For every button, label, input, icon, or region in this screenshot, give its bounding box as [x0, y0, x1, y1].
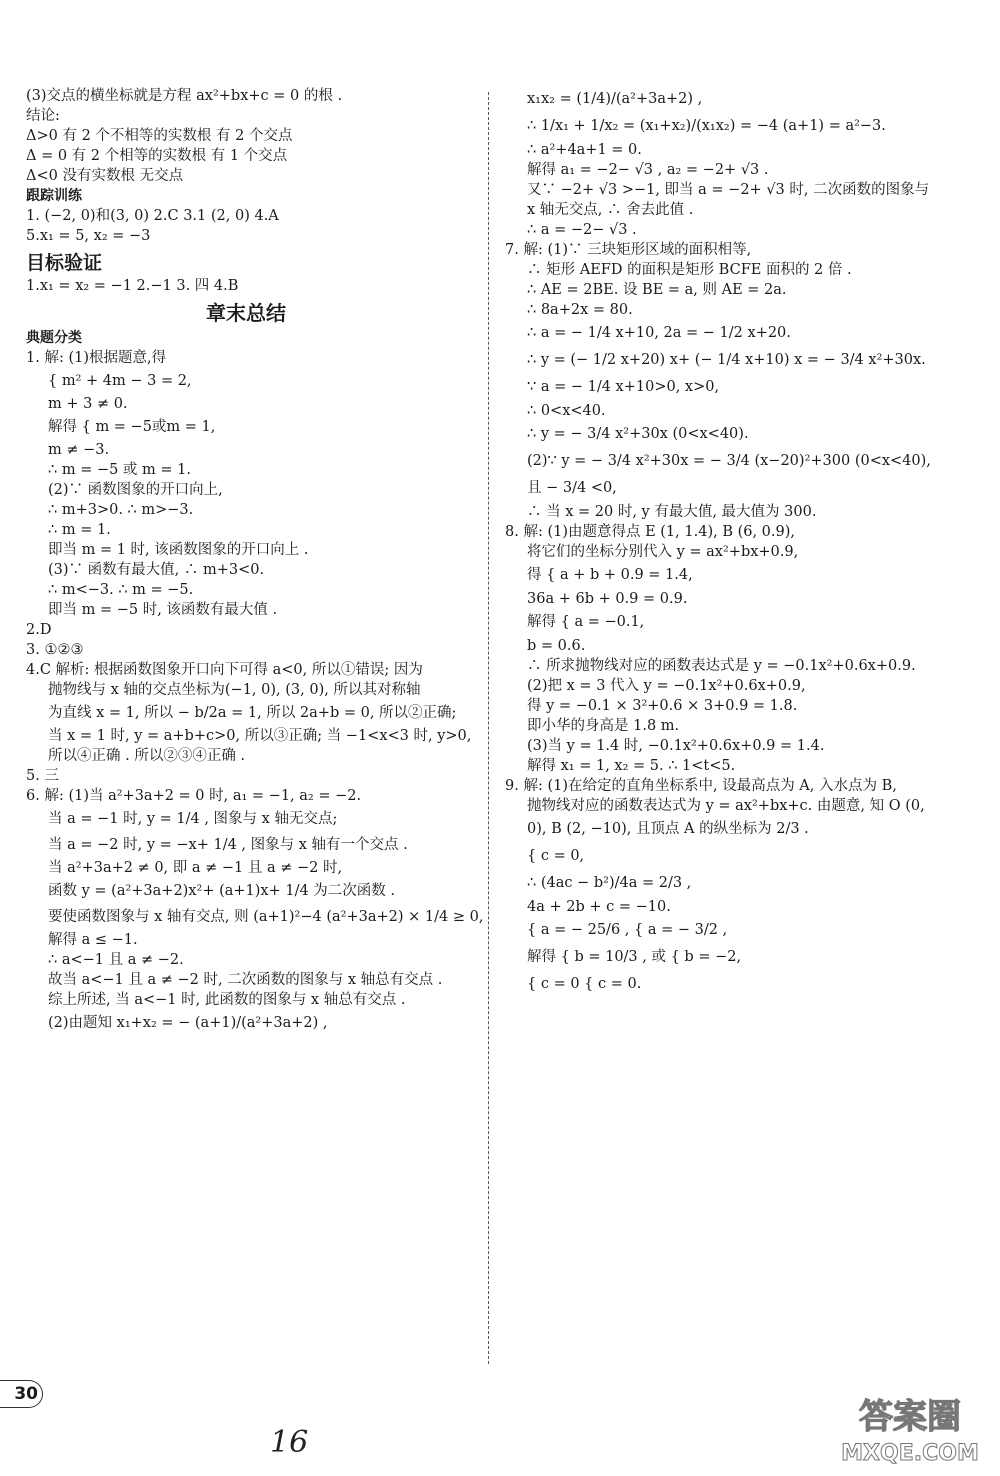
text-line: ∴ a<−1 且 a ≠ −2.	[48, 952, 184, 968]
text-line: 解得 { a = −0.1,	[527, 614, 645, 630]
text-line: m ≠ −3.	[48, 442, 110, 458]
text-line: (2)∵ y = − 3/4 x²+30x = − 3/4 (x−20)²+300 (0<x<40),	[527, 453, 931, 469]
section-heading: 典题分类	[26, 330, 82, 346]
text-line: ∴ 1/x₁ + 1/x₂ = (x₁+x₂)/(x₁x₂) = −4 (a+1) = a²−3.	[527, 118, 886, 134]
text-line: 抛物线与 x 轴的交点坐标为(−1, 0), (3, 0), 所以其对称轴	[48, 682, 421, 698]
text-line: Δ = 0 有 2 个相等的实数根 有 1 个交点	[26, 148, 288, 164]
text-line: 5. 三	[26, 768, 59, 784]
text-line: ∴ 0<x<40.	[527, 403, 606, 419]
text-line: 解得 a₁ = −2− √3 , a₂ = −2+ √3 .	[527, 162, 769, 178]
text-line: 得 y = −0.1 × 3²+0.6 × 3+0.9 = 1.8.	[527, 698, 798, 714]
text-line: 综上所述, 当 a<−1 时, 此函数的图象与 x 轴总有交点 .	[48, 992, 406, 1008]
section-heading: 跟踪训练	[26, 188, 82, 204]
text-line: ∴ m<−3. ∴ m = −5.	[48, 582, 194, 598]
text-line: m + 3 ≠ 0.	[48, 396, 128, 412]
text-line: 8. 解: (1)由题意得点 E (1, 1.4), B (6, 0.9),	[505, 524, 796, 540]
text-line: 当 a = −2 时, y = −x+ 1/4 , 图象与 x 轴有一个交点 .	[48, 837, 408, 853]
text-line: 得 { a + b + 0.9 = 1.4,	[527, 567, 693, 583]
text-line: ∴ m = −5 或 m = 1.	[48, 462, 191, 478]
text-line: Δ<0 没有实数根 无交点	[26, 168, 184, 184]
text-line: { a = − 25/6 , { a = − 3/2 ,	[527, 922, 728, 938]
text-line: 即当 m = −5 时, 该函数有最大值 .	[48, 602, 278, 618]
answer-line: 1.x₁ = x₂ = −1 2.−1 3. 四 4.B	[26, 278, 239, 294]
text-line: 解得 a ≤ −1.	[48, 932, 138, 948]
text-line: ∴ AE = 2BE. 设 BE = a, 则 AE = 2a.	[527, 282, 787, 298]
text-line: 6. 解: (1)当 a²+3a+2 = 0 时, a₁ = −1, a₂ = −2.	[26, 788, 362, 804]
text-line: ∴ a = −2− √3 .	[527, 222, 637, 238]
text-line: ∴ y = (− 1/2 x+20) x+ (− 1/4 x+10) x = − 3/4 x²+30x.	[527, 352, 926, 368]
left-column	[26, 86, 484, 1036]
page-number: 30	[0, 1380, 43, 1408]
text-line: ∴ 矩形 AEFD 的面积是矩形 BCFE 面积的 2 倍 .	[527, 262, 852, 278]
text-line: (2)把 x = 3 代入 y = −0.1x²+0.6x+0.9,	[527, 678, 806, 694]
text-line: 解得 { m = −5或m = 1,	[48, 419, 216, 435]
section-heading: 目标验证	[26, 252, 103, 274]
text-line: x 轴无交点, ∴ 舍去此值 .	[527, 202, 694, 218]
text-line: 且 − 3/4 <0,	[527, 480, 617, 496]
text-line: ∴ a²+4a+1 = 0.	[527, 142, 642, 158]
text-line: Δ>0 有 2 个不相等的实数根 有 2 个交点	[26, 128, 293, 144]
text-line: (3)交点的横坐标就是方程 ax²+bx+c = 0 的根 .	[26, 88, 343, 104]
text-line: ∴ (4ac − b²)/4a = 2/3 ,	[527, 875, 692, 891]
text-line: 解得 { b = 10/3 , 或 { b = −2,	[527, 949, 742, 965]
answer-line: 1. (−2, 0)和(3, 0) 2.C 3.1 (2, 0) 4.A	[26, 208, 279, 224]
watermark-text: 答案圈	[859, 1397, 961, 1437]
text-line: (3)当 y = 1.4 时, −0.1x²+0.6x+0.9 = 1.4.	[527, 738, 825, 754]
text-line: 36a + 6b + 0.9 = 0.9.	[527, 591, 688, 607]
text-line: 3. ①②③	[26, 642, 84, 658]
right-column	[505, 86, 975, 998]
text-line: x₁x₂ = (1/4)/(a²+3a+2) ,	[527, 91, 703, 107]
text-line: b = 0.6.	[527, 638, 586, 654]
text-line: 4.C 解析: 根据函数图象开口向下可得 a<0, 所以①错误; 因为	[26, 662, 423, 678]
text-line: 2.D	[26, 622, 52, 638]
text-line: 4a + 2b + c = −10.	[527, 899, 671, 915]
text-line: ∴ y = − 3/4 x²+30x (0<x<40).	[527, 426, 749, 442]
text-line: 将它们的坐标分别代入 y = ax²+bx+0.9,	[527, 544, 799, 560]
text-line: 要使函数图象与 x 轴有交点, 则 (a+1)²−4 (a²+3a+2) × 1/4 ≥ 0,	[48, 909, 484, 925]
text-line: 所以④正确 . 所以②③④正确 .	[48, 748, 246, 764]
text-line: { m² + 4m − 3 = 2,	[48, 373, 192, 389]
text-line: { c = 0,	[527, 848, 585, 864]
text-line: 0), B (2, −10), 且顶点 A 的纵坐标为 2/3 .	[527, 821, 809, 837]
watermark-logo	[830, 1388, 990, 1468]
text-line: 结论:	[26, 108, 60, 124]
text-line: 7. 解: (1)∵ 三块矩形区域的面积相等,	[505, 242, 752, 258]
text-line: 当 a²+3a+2 ≠ 0, 即 a ≠ −1 且 a ≠ −2 时,	[48, 860, 343, 876]
text-line: 为直线 x = 1, 所以 − b/2a = 1, 所以 2a+b = 0, 所以②正确;	[48, 705, 457, 721]
text-line: ∴ a = − 1/4 x+10, 2a = − 1/2 x+20.	[527, 325, 791, 341]
text-line: ∴ m+3>0. ∴ m>−3.	[48, 502, 194, 518]
text-line: (3)∵ 函数有最大值, ∴ m+3<0.	[48, 562, 265, 578]
text-line: ∵ a = − 1/4 x+10>0, x>0,	[527, 379, 720, 395]
watermark-url: MXQE.COM	[841, 1441, 979, 1466]
text-line: ∴ m = 1.	[48, 522, 111, 538]
text-line: 函数 y = (a²+3a+2)x²+ (a+1)x+ 1/4 为二次函数 .	[48, 883, 396, 899]
answer-line: 5.x₁ = 5, x₂ = −3	[26, 228, 151, 244]
text-line: 当 a = −1 时, y = 1/4 , 图象与 x 轴无交点;	[48, 811, 338, 827]
text-line: 1. 解: (1)根据题意,得	[26, 350, 167, 366]
text-line: 又∵ −2+ √3 >−1, 即当 a = −2+ √3 时, 二次函数的图象与	[527, 182, 930, 198]
handwritten-note: 16	[270, 1425, 309, 1460]
text-line: 当 x = 1 时, y = a+b+c>0, 所以③正确; 当 −1<x<3 时, y>0,	[48, 728, 472, 744]
text-line: 故当 a<−1 且 a ≠ −2 时, 二次函数的图象与 x 轴总有交点 .	[48, 972, 443, 988]
text-line: (2)由题知 x₁+x₂ = − (a+1)/(a²+3a+2) ,	[48, 1015, 328, 1031]
chapter-title: 章末总结	[206, 301, 286, 325]
text-line: 解得 x₁ = 1, x₂ = 5. ∴ 1<t<5.	[527, 758, 736, 774]
text-line: 抛物线对应的函数表达式为 y = ax²+bx+c. 由题意, 知 O (0,	[527, 798, 925, 814]
text-line: (2)∵ 函数图象的开口向上,	[48, 482, 223, 498]
column-divider	[488, 92, 489, 1364]
text-line: 即当 m = 1 时, 该函数图象的开口向上 .	[48, 542, 309, 558]
text-line: { c = 0 { c = 0.	[527, 976, 642, 992]
text-line: 即小华的身高是 1.8 m.	[527, 718, 680, 734]
text-line: ∴ 所求抛物线对应的函数表达式是 y = −0.1x²+0.6x+0.9.	[527, 658, 916, 674]
text-line: 9. 解: (1)在给定的直角坐标系中, 设最高点为 A, 入水点为 B,	[505, 778, 897, 794]
text-line: ∴ 当 x = 20 时, y 有最大值, 最大值为 300.	[527, 504, 817, 520]
text-line: ∴ 8a+2x = 80.	[527, 302, 633, 318]
